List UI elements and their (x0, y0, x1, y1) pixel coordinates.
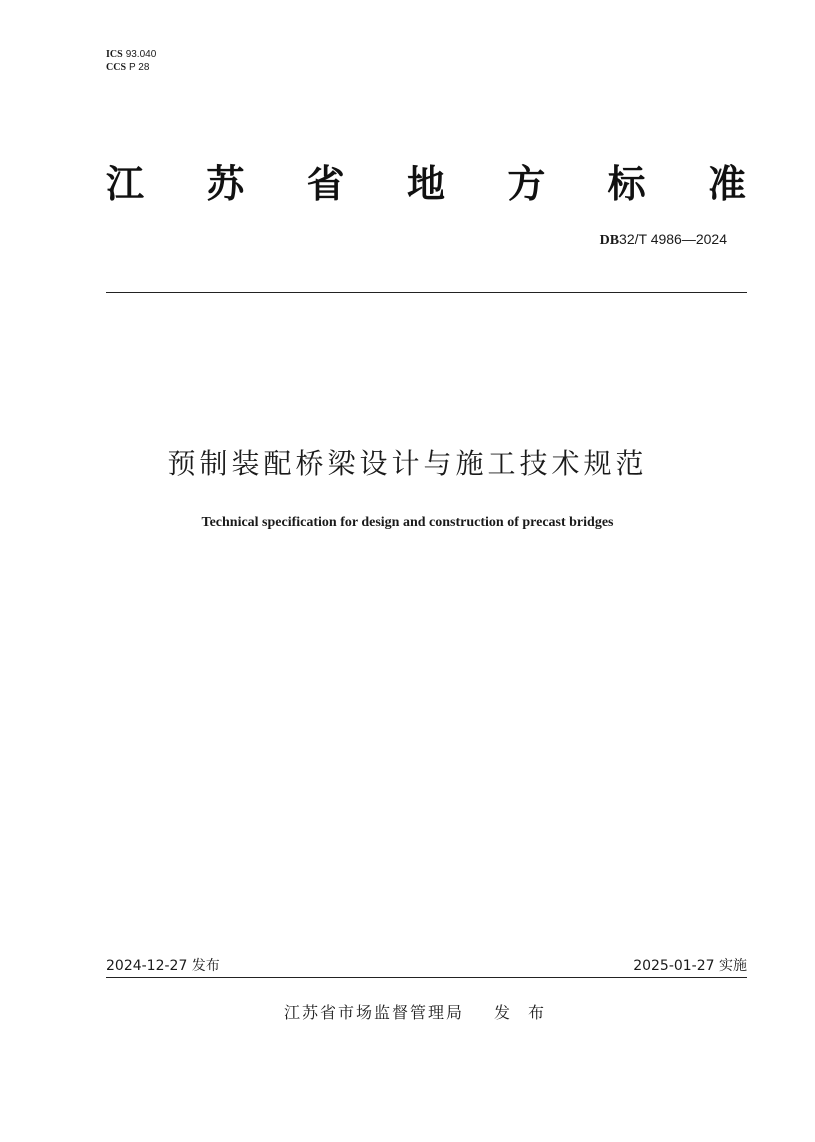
document-title-english: Technical specification for design and construction of precast bridges (201, 515, 614, 530)
standard-type-heading (106, 158, 746, 210)
ics-line (106, 48, 156, 61)
bottom-divider (106, 977, 747, 978)
top-divider (106, 292, 747, 293)
issuing-organization: 江苏省市场监督管理局 (284, 1003, 465, 1022)
standard-number (600, 231, 727, 249)
ccs-label: CCS (106, 62, 127, 73)
ccs-line (106, 61, 156, 74)
standard-type-char: 方 (507, 162, 546, 206)
issue-date: 2024-12-27 发布 (106, 958, 220, 974)
standard-number-code: 32/T 4986—2024 (619, 231, 727, 247)
ics-value: 93.040 (125, 49, 157, 60)
ccs-value: P 28 (129, 62, 150, 73)
standard-type-char: 标 (607, 162, 646, 206)
standard-type-char: 苏 (206, 162, 245, 206)
effective-date: 2025-01-27 实施 (633, 958, 747, 974)
issue-action: 发布 (494, 1003, 563, 1022)
ics-label: ICS (106, 49, 123, 60)
document-title: 预制装配桥梁设计与施工技术规范 (167, 447, 648, 480)
standard-type-char: 准 (707, 162, 746, 206)
standard-type-char: 江 (106, 162, 145, 206)
classification-codes (106, 48, 156, 74)
standard-type-char: 省 (306, 162, 345, 206)
standard-type-char: 地 (406, 162, 445, 206)
issuer-line (284, 1002, 562, 1024)
standard-number-prefix: DB (599, 233, 620, 248)
